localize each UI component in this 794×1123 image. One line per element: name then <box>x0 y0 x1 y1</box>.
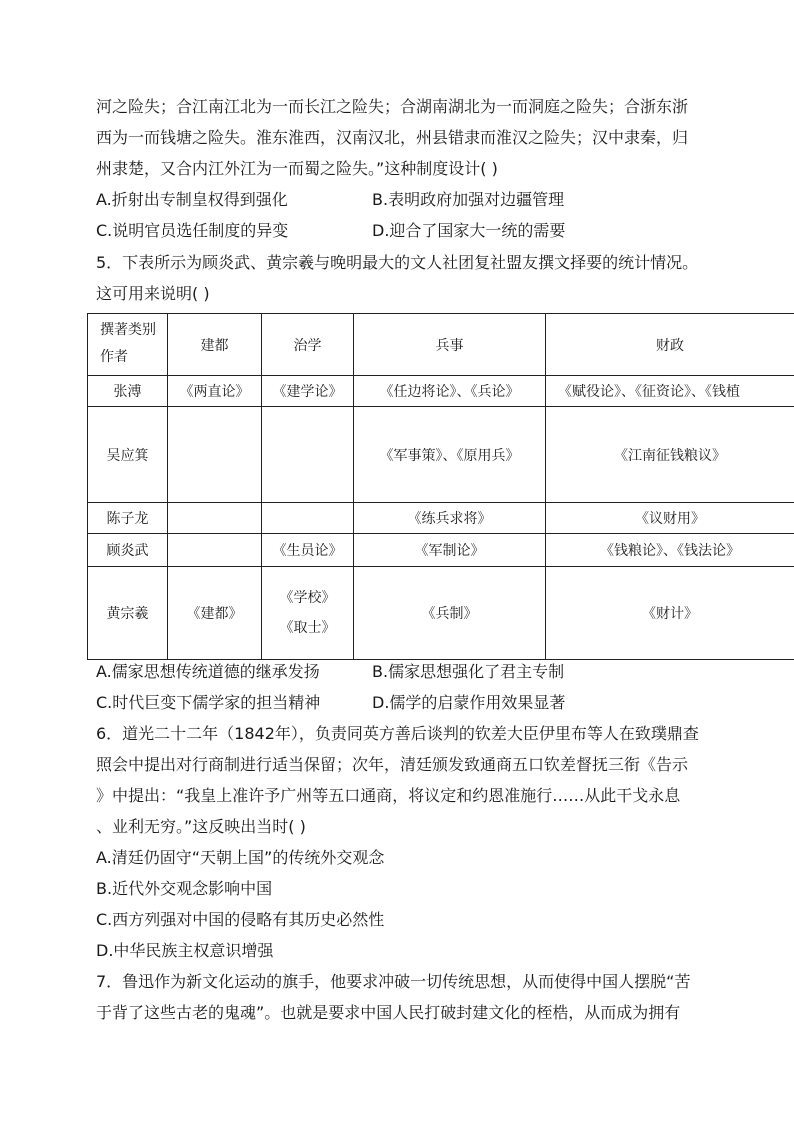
q6-option-d[interactable]: D.中华民族主权意识增强 <box>96 941 274 960</box>
zhixue-entry: 《学校》 <box>279 590 336 606</box>
q6-option-b[interactable]: B.近代外交观念影响中国 <box>96 879 273 898</box>
category-header: 撰著类别 <box>100 322 156 338</box>
jiandu-cell <box>168 503 262 534</box>
q4-option-a[interactable]: A.折射出专制皇权得到强化 <box>96 190 288 209</box>
column-header-jiandu: 建都 <box>168 314 262 376</box>
bingshi-cell: 《兵制》 <box>354 567 546 660</box>
table-row <box>88 534 794 567</box>
zhixue-cell <box>262 503 354 534</box>
jiandu-cell <box>168 407 262 503</box>
q5-stem-line-2: 这可用来说明( ) <box>96 284 210 303</box>
bingshi-cell: 《练兵求将》 <box>354 503 546 534</box>
q5-statistics-table <box>87 313 794 660</box>
bingshi-cell: 《军制论》 <box>354 534 546 567</box>
column-header-bingshi: 兵事 <box>354 314 546 376</box>
caizheng-cell: 《江南征钱粮议》 <box>546 407 794 503</box>
caizheng-cell: 《议财用》 <box>546 503 794 534</box>
q4-line-1: 河之险失；合江南江北为一而长江之险失；合湖南湖北为一而洞庭之险失；合浙东浙 <box>96 97 689 116</box>
caizheng-cell: 《财计》 <box>546 567 794 660</box>
author-cell: 吴应箕 <box>88 407 168 503</box>
q4-option-d[interactable]: D.迎合了国家大一统的需要 <box>372 221 566 240</box>
q6-option-a[interactable]: A.清廷仍固守“天朝上国”的传统外交观念 <box>96 848 385 867</box>
q5-option-b[interactable]: B.儒家思想强化了君主专制 <box>372 662 565 681</box>
zhixue-cell: 《生员论》 <box>262 534 354 567</box>
jiandu-cell: 《两直论》 <box>168 376 262 407</box>
q5-option-d[interactable]: D.儒学的启蒙作用效果显著 <box>372 693 566 712</box>
q6-stem-line-3: 》中提出：“我皇上准许予广州等五口通商，将议定和约恩准施行……从此干戈永息 <box>96 786 681 805</box>
author-cell: 陈子龙 <box>88 503 168 534</box>
bingshi-cell: 《军事策》、《原用兵》 <box>354 407 546 503</box>
jiandu-cell <box>168 534 262 567</box>
corner-header-cell <box>88 314 168 376</box>
table-row <box>88 407 794 503</box>
zhixue-entry: 《取士》 <box>279 620 336 636</box>
q6-stem-line-1: 6．道光二十二年（1842年），负责同英方善后谈判的钦差大臣伊里布等人在致璞鼎查 <box>96 724 699 743</box>
column-header-zhixue: 治学 <box>262 314 354 376</box>
q7-stem-line-1: 7．鲁迅作为新文化运动的旗手，他要求冲破一切传统思想，从而使得中国人摆脱“苦 <box>96 972 691 991</box>
q4-line-2: 西为一而钱塘之险失。淮东淮西，汉南汉北，州县错隶而淮汉之险失；汉中隶秦，归 <box>96 128 689 147</box>
q5-option-c[interactable]: C.时代巨变下儒学家的担当精神 <box>96 693 321 712</box>
author-cell: 黄宗羲 <box>88 567 168 660</box>
q6-stem-line-4: 、业利无穷。”这反映出当时( ) <box>96 817 306 836</box>
q7-stem-line-2: 于背了这些古老的鬼魂”。也就是要求中国人民打破封建文化的桎梏，从而成为拥有 <box>96 1003 681 1022</box>
q6-option-c[interactable]: C.西方列强对中国的侵略有其历史必然性 <box>96 910 385 929</box>
zhixue-cell: 《建学论》 <box>262 376 354 407</box>
caizheng-cell: 《赋役论》、《征资论》、《钱植 <box>546 376 794 407</box>
q4-option-c[interactable]: C.说明官员选任制度的异变 <box>96 221 289 240</box>
author-cell: 张溥 <box>88 376 168 407</box>
jiandu-cell: 《建都》 <box>168 567 262 660</box>
table-row <box>88 567 794 660</box>
q4-option-b[interactable]: B.表明政府加强对边疆管理 <box>372 190 565 209</box>
table-header-row <box>88 314 794 376</box>
author-header: 作者 <box>100 349 128 365</box>
caizheng-cell: 《钱粮论》、《钱法论》 <box>546 534 794 567</box>
bingshi-cell: 《任边将论》、《兵论》 <box>354 376 546 407</box>
author-cell: 顾炎武 <box>88 534 168 567</box>
table-row <box>88 503 794 534</box>
zhixue-cell <box>262 567 354 660</box>
q5-option-a[interactable]: A.儒家思想传统道德的继承发扬 <box>96 662 320 681</box>
zhixue-cell <box>262 407 354 503</box>
q6-stem-line-2: 照会中提出对行商制进行适当保留；次年，清廷颁发致通商五口钦差督抚三衔《告示 <box>96 755 689 774</box>
column-header-caizheng: 财政 <box>546 314 794 376</box>
q5-stem-line-1: 5．下表所示为顾炎武、黄宗羲与晚明最大的文人社团复社盟友撰文择要的统计情况。 <box>96 253 699 272</box>
q4-line-3: 州隶楚，又合内江外江为一而蜀之险失。”这种制度设计( ) <box>96 159 498 178</box>
table-row <box>88 376 794 407</box>
